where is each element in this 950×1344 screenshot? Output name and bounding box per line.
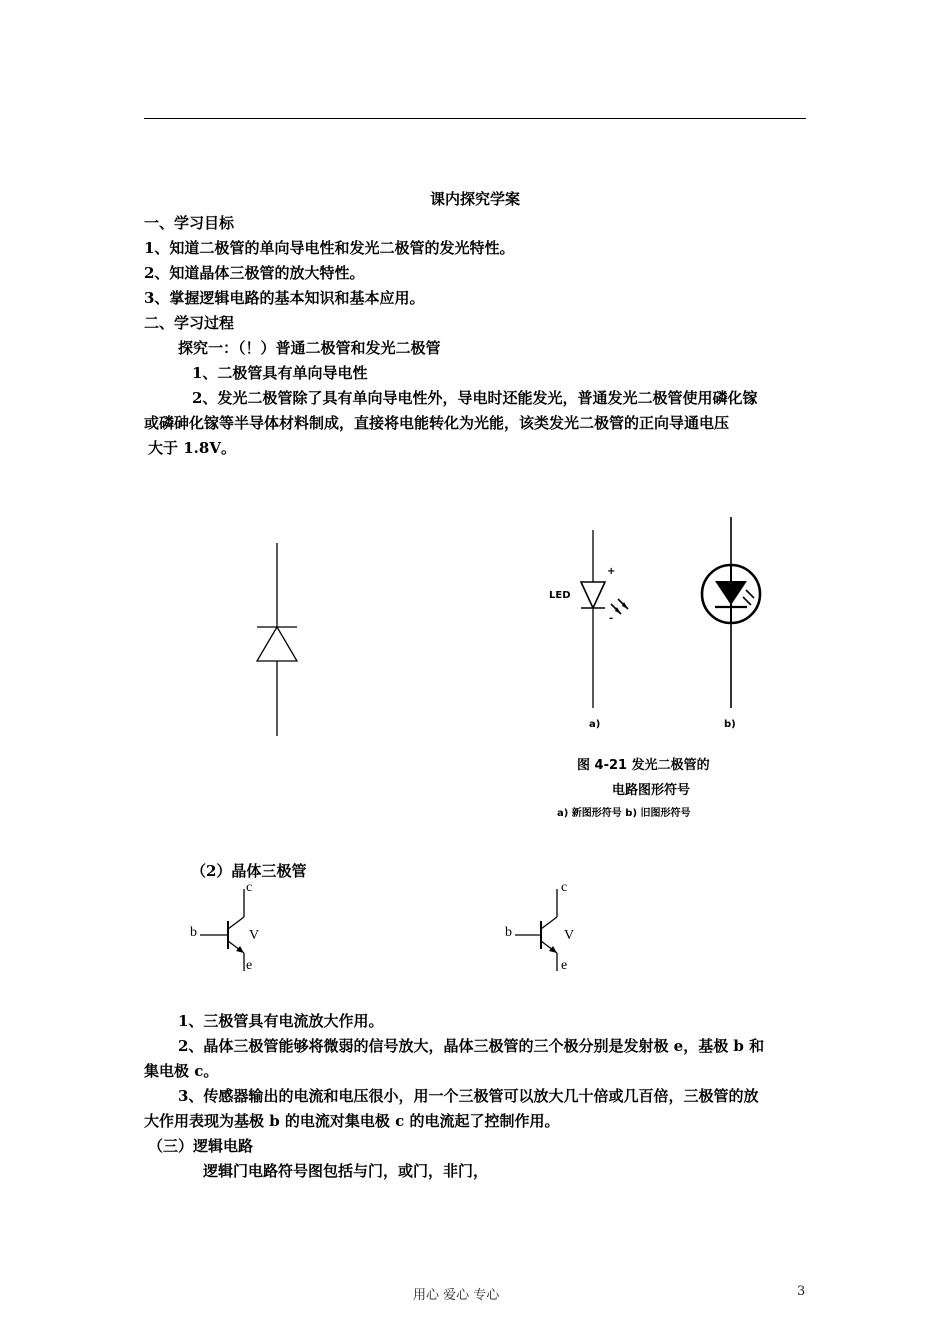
transistor-point-3-line2: 大作用表现为基极 b 的电流对集电极 c 的电流起了控制作用。	[144, 1112, 560, 1130]
figure-caption-line3: a) 新图形符号 b) 旧图形符号	[557, 808, 691, 819]
transistor-point-2-line1: 2、晶体三极管能够将微弱的信号放大，晶体三极管的三个极分别是发射极 e，基极 b 和	[178, 1037, 765, 1055]
page-title: 课内探究学案	[429, 190, 520, 208]
transistor-1-v: V	[249, 928, 260, 943]
transistor-point-3-line1: 3、传感器输出的电流和电压很小，用一个三极管可以放大几十倍或几百倍，三极管的放	[178, 1087, 759, 1105]
led-new-symbol	[545, 530, 635, 730]
led-label-a: a)	[589, 719, 601, 730]
led-old-symbol	[682, 517, 782, 717]
transistor-2-b: b	[505, 925, 512, 940]
transistor-1-c: c	[246, 880, 253, 895]
transistor-point-2-line2: 集电极 c。	[144, 1062, 219, 1080]
logic-heading: （三）逻辑电路	[148, 1137, 254, 1155]
transistor-symbol-2	[515, 886, 585, 976]
diode-point-2-line1: 2、发光二极管除了具有单向导电性外，导电时还能发光，普通发光二极管使用磷化镓	[192, 389, 758, 407]
header-rule	[144, 118, 806, 119]
diode-symbol	[247, 543, 307, 743]
diode-point-2-line3: 大于 1.8V。	[148, 439, 236, 457]
led-plus-sign: +	[607, 566, 616, 577]
goal-item-1: 1、知道二极管的单向导电性和发光二极管的发光特性。	[144, 239, 515, 257]
transistor-2-v: V	[564, 928, 575, 943]
figure-caption-line1: 图 4-21 发光二极管的	[577, 758, 710, 773]
footer-slogan: 用心 爱心 专心	[413, 1288, 500, 1303]
goal-item-2: 2、知道晶体三极管的放大特性。	[144, 264, 365, 282]
led-minus-sign: -	[609, 613, 614, 624]
logic-text: 逻辑门电路符号图包括与门，或门，非门，	[203, 1162, 489, 1180]
led-label-b: b)	[724, 719, 736, 730]
led-label: LED	[549, 590, 571, 601]
transistor-point-1: 1、三极管具有电流放大作用。	[178, 1012, 384, 1030]
diode-point-1: 1、二极管具有单向导电性	[192, 364, 368, 382]
page-number: 3	[797, 1284, 806, 1299]
figure-caption-line2: 电路图形符号	[612, 783, 691, 798]
explore1-title: 探究一：（！）普通二极管和发光二极管	[178, 339, 441, 357]
transistor-2-c: c	[561, 880, 568, 895]
goal-item-3: 3、掌握逻辑电路的基本知识和基本应用。	[144, 289, 425, 307]
transistor-heading: （2）晶体三极管	[191, 862, 307, 880]
transistor-1-b: b	[190, 925, 197, 940]
transistor-1-e: e	[246, 958, 253, 973]
section-heading-process: 二、学习过程	[144, 314, 235, 332]
transistor-2-e: e	[561, 958, 568, 973]
transistor-symbol-1	[200, 886, 270, 976]
section-heading-goals: 一、学习目标	[144, 214, 235, 232]
diode-point-2-line2: 或磷砷化镓等半导体材料制成，直接将电能转化为光能，该类发光二极管的正向导通电压	[144, 414, 730, 432]
